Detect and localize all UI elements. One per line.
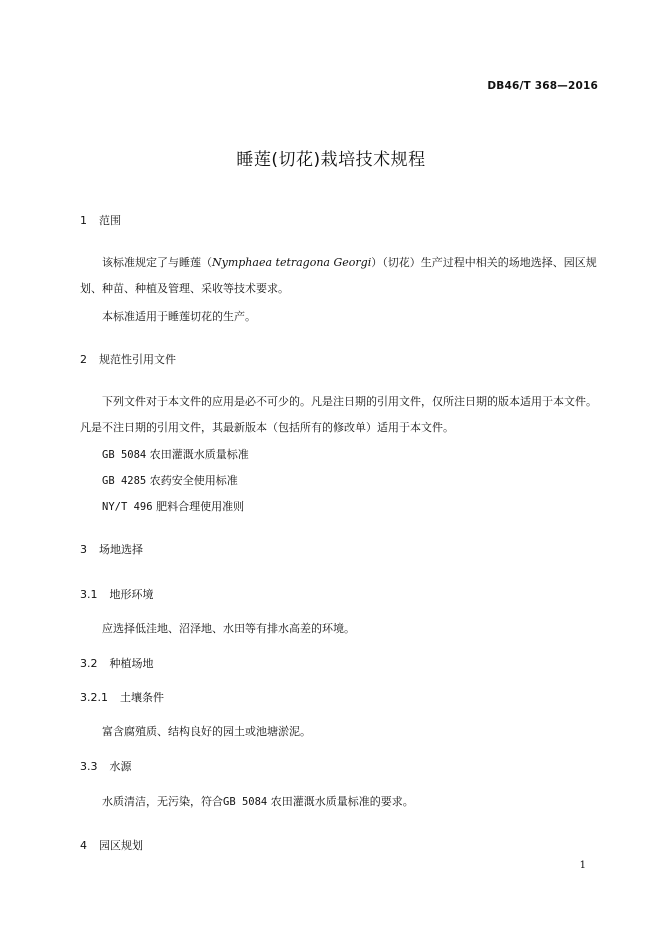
section-3-1-heading [80,586,154,602]
section-number: 2 [80,353,87,366]
water-text-a: 水质清洁，无污染，符合 [102,795,223,808]
reference-code: GB 5084 [102,449,147,461]
section-title: 种植场地 [109,657,154,670]
reference-item [102,472,238,488]
scope-text-b: ）（切花）生产过程中相关的场地选择、园区规划、种苗、种植及管理、采收等技术要求。 [80,256,597,295]
section-number: 3.1 [80,588,98,601]
section-number: 4 [80,839,87,852]
reference-item [102,498,244,514]
scope-paragraph [80,250,600,302]
normative-paragraph: 下列文件对于本文件的应用是必不可少的。凡是注日期的引用文件，仅所注日期的版本适用于本文件。凡是不注日期的引用文件，其最新版本（包括所有的修改单）适用于本文件。 [80,395,597,434]
water-text-b: 农田灌溉水质量标准的要求。 [270,795,414,808]
section-1-heading [80,212,121,228]
reference-item [102,446,249,462]
reference-code: NY/T 496 [102,501,153,513]
scope-text-a: 该标准规定了与睡莲（ [102,256,212,269]
soil-paragraph: 富含腐殖质、结构良好的园土或池塘淤泥。 [102,725,311,738]
latin-name: Nymphaea tetragona Georgi [212,256,372,269]
document-number: DB46/T 368—2016 [487,80,598,92]
section-3-2-1-heading [80,689,164,705]
section-number: 3.2.1 [80,691,108,704]
section-2-heading [80,351,176,367]
terrain-paragraph: 应选择低洼地、沼泽地、水田等有排水高差的环境。 [102,622,355,635]
section-title: 规范性引用文件 [99,353,176,366]
page-number: 1 [579,860,586,871]
reference-code: GB 4285 [102,475,147,487]
section-number: 3 [80,543,87,556]
section-3-3-heading [80,758,132,774]
section-3-2-heading [80,655,154,671]
section-title: 土壤条件 [120,691,164,704]
scope-applicability: 本标准适用于睡莲切花的生产。 [102,310,256,323]
water-paragraph [102,793,414,809]
section-number: 1 [80,214,87,227]
section-4-heading [80,837,143,853]
water-standard-code: GB 5084 [223,796,268,808]
section-number: 3.2 [80,657,98,670]
section-3-heading [80,541,143,557]
section-title: 地形环境 [109,588,154,601]
section-title: 场地选择 [99,543,143,556]
reference-name: 农药安全使用标准 [149,474,238,487]
reference-name: 肥料合理使用准则 [156,500,245,513]
reference-name: 农田灌溉水质量标准 [149,448,249,461]
page-title: 睡莲(切花)栽培技术规程 [236,150,426,170]
section-number: 3.3 [80,760,98,773]
section-title: 范围 [99,214,121,227]
section-title: 水源 [109,760,132,773]
section-title: 园区规划 [99,839,143,852]
